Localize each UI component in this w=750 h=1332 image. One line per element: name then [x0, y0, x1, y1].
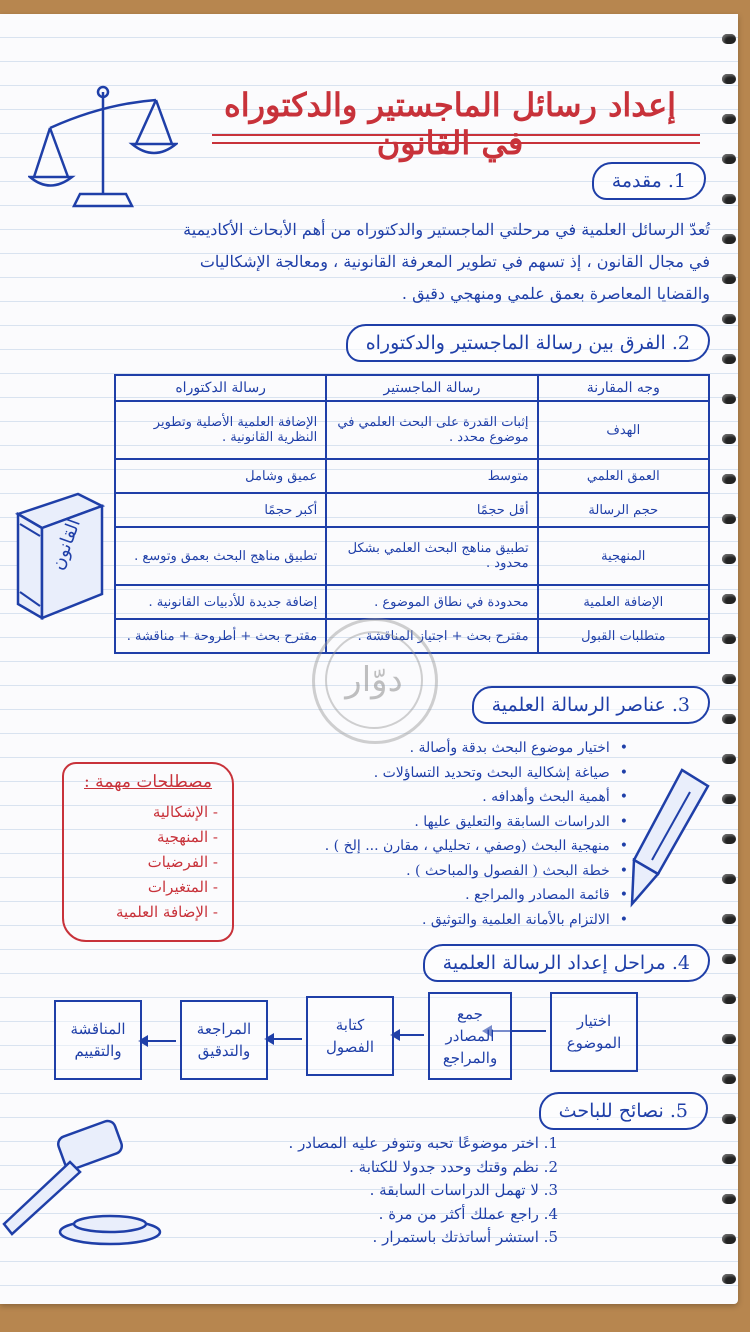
table-cell: الهدف: [538, 401, 709, 459]
term-item: - المنهجية: [64, 825, 218, 850]
table-cell: أقل حجمًا: [326, 493, 537, 527]
table-cell: الإضافة العلمية الأصلية وتطوير النظرية القانونية .: [115, 401, 326, 459]
section-tips-heading: 5. نصائح للباحث: [539, 1092, 708, 1130]
binding-ring: [722, 1274, 736, 1284]
list-item: • أهمية البحث وأهدافه .: [208, 785, 628, 810]
table-cell: إضافة جديدة للأدبيات القانونية .: [115, 585, 326, 619]
elements-list: [208, 736, 628, 932]
title-underline: [212, 134, 700, 144]
section-intro-heading: 1. مقدمة: [592, 162, 706, 200]
flow-arrow: [392, 1034, 424, 1036]
table-row: [115, 527, 709, 585]
list-item: • اختيار موضوع البحث بدقة وأصالة .: [208, 736, 628, 761]
flow-step-defense: المناقشة والتقييم: [54, 1000, 142, 1080]
flow-step-choose-topic: اختيار الموضوع: [550, 992, 638, 1072]
binding-ring: [722, 994, 736, 1004]
binding-ring: [722, 954, 736, 964]
list-item: • منهجية البحث (وصفي ، تحليلي ، مقارن ... إلخ ) .: [208, 834, 628, 859]
binding-ring: [722, 554, 736, 564]
table-row: [115, 459, 709, 493]
list-item: • صياغة إشكالية البحث وتحديد التساؤلات .: [208, 761, 628, 786]
flow-arrow: [266, 1038, 302, 1040]
tip-item: 1. اختر موضوعًا تحبه وتتوفر عليه المصادر .: [288, 1134, 558, 1152]
list-item: • الالتزام بالأمانة العلمية والتوثيق .: [208, 908, 628, 933]
binding-ring: [722, 434, 736, 444]
binding-ring: [722, 514, 736, 524]
flow-step-review: المراجعة والتدقيق: [180, 1000, 268, 1080]
binding-ring: [722, 914, 736, 924]
table-cell: متطلبات القبول: [538, 619, 709, 653]
tip-item: 5. استشر أساتذتك باستمرار .: [372, 1228, 558, 1246]
section-stages-heading: 4. مراحل إعداد الرسالة العلمية: [423, 944, 710, 982]
binding-ring: [722, 1234, 736, 1244]
intro-line: والقضايا المعاصرة بعمق علمي ومنهجي دقيق .: [401, 284, 710, 303]
table-cell: متوسط: [326, 459, 537, 493]
table-cell: محدودة في نطاق الموضوع .: [326, 585, 537, 619]
term-item: - الإضافة العلمية: [64, 900, 218, 925]
table-cell: الإضافة العلمية: [538, 585, 709, 619]
binding-ring: [722, 594, 736, 604]
tip-item: 3. لا تهمل الدراسات السابقة .: [369, 1181, 558, 1199]
table-header-row: [115, 375, 709, 401]
term-item: - الفرضيات: [64, 850, 218, 875]
spiral-binding: [716, 34, 738, 1304]
table-cell: أكبر حجمًا: [115, 493, 326, 527]
table-row: [115, 401, 709, 459]
intro-line: تُعدّ الرسائل العلمية في مرحلتي الماجستير والدكتوراه من أهم الأبحاث الأكاديمية: [183, 220, 710, 239]
tips-list: [158, 1132, 558, 1250]
binding-ring: [722, 74, 736, 84]
list-item: • قائمة المصادر والمراجع .: [208, 883, 628, 908]
table-cell: إثبات القدرة على البحث العلمي في موضوع محدد .: [326, 401, 537, 459]
terms-title: مصطلحات مهمة :: [84, 772, 212, 792]
table-cell: مقترح بحث + أطروحة + مناقشة .: [115, 619, 326, 653]
table-cell: المنهجية: [538, 527, 709, 585]
intro-line: في مجال القانون ، إذ تسهم في تطوير المعرفة القانونية ، ومعالجة الإشكاليات: [199, 252, 710, 271]
binding-ring: [722, 1154, 736, 1164]
fountain-pen-icon: [612, 762, 722, 912]
table-row: [115, 493, 709, 527]
table-header-cell: وجه المقارنة: [538, 375, 709, 401]
binding-ring: [722, 674, 736, 684]
binding-ring: [722, 714, 736, 724]
table-header-cell: رسالة الدكتوراه: [115, 375, 326, 401]
binding-ring: [722, 754, 736, 764]
section-comparison-heading: 2. الفرق بين رسالة الماجستير والدكتوراه: [346, 324, 710, 362]
list-item: • الدراسات السابقة والتعليق عليها .: [208, 810, 628, 835]
table-cell: مقترح بحث + اجتياز المناقشة .: [326, 619, 537, 653]
flow-step-collect-sources: جمع المصادر والمراجع: [428, 992, 512, 1080]
table-cell: حجم الرسالة: [538, 493, 709, 527]
binding-ring: [722, 474, 736, 484]
binding-ring: [722, 394, 736, 404]
tip-item: 2. نظم وقتك وحدد جدولا للكتابة .: [349, 1157, 558, 1176]
page-title: إعداد رسائل الماجستير والدكتوراه في القانون: [223, 86, 677, 162]
binding-ring: [722, 634, 736, 644]
scales-of-justice-icon: [28, 82, 178, 214]
gavel-icon: [0, 1114, 170, 1254]
comparison-table: [114, 374, 710, 654]
terms-list: [64, 800, 232, 925]
table-cell: عميق وشامل: [115, 459, 326, 493]
table-header-cell: رسالة الماجستير: [326, 375, 537, 401]
binding-ring: [722, 1114, 736, 1124]
stamp-logo: دوّار: [325, 631, 423, 729]
watermark-stamp: [312, 618, 438, 744]
term-item: - الإشكالية: [64, 800, 218, 825]
binding-ring: [722, 1034, 736, 1044]
flow-arrow: [140, 1040, 176, 1042]
flow-step-write-chapters: كتابة الفصول: [306, 996, 394, 1076]
section-elements-heading: 3. عناصر الرسالة العلمية: [472, 686, 710, 724]
tip-item: 4. راجع عملك أكثر من مرة .: [378, 1204, 558, 1223]
binding-ring: [722, 1194, 736, 1204]
binding-ring: [722, 834, 736, 844]
binding-ring: [722, 354, 736, 364]
notebook-page: [0, 14, 738, 1304]
binding-ring: [722, 314, 736, 324]
law-book-label: القانون: [47, 516, 85, 573]
list-item: • خطة البحث ( الفصول والمباحث ) .: [208, 859, 628, 884]
binding-ring: [722, 34, 736, 44]
table-cell: تطبيق مناهج البحث بعمق وتوسع .: [115, 527, 326, 585]
binding-ring: [722, 1074, 736, 1084]
table-cell: تطبيق مناهج البحث العلمي بشكل محدود .: [326, 527, 537, 585]
binding-ring: [722, 794, 736, 804]
table-row: [115, 585, 709, 619]
binding-ring: [722, 274, 736, 284]
binding-ring: [722, 234, 736, 244]
term-item: - المتغيرات: [64, 875, 218, 900]
binding-ring: [722, 194, 736, 204]
binding-ring: [722, 154, 736, 164]
important-terms-box: [62, 762, 234, 942]
binding-ring: [722, 114, 736, 124]
binding-ring: [722, 874, 736, 884]
intro-paragraph: [60, 214, 710, 310]
table-cell: العمق العلمي: [538, 459, 709, 493]
